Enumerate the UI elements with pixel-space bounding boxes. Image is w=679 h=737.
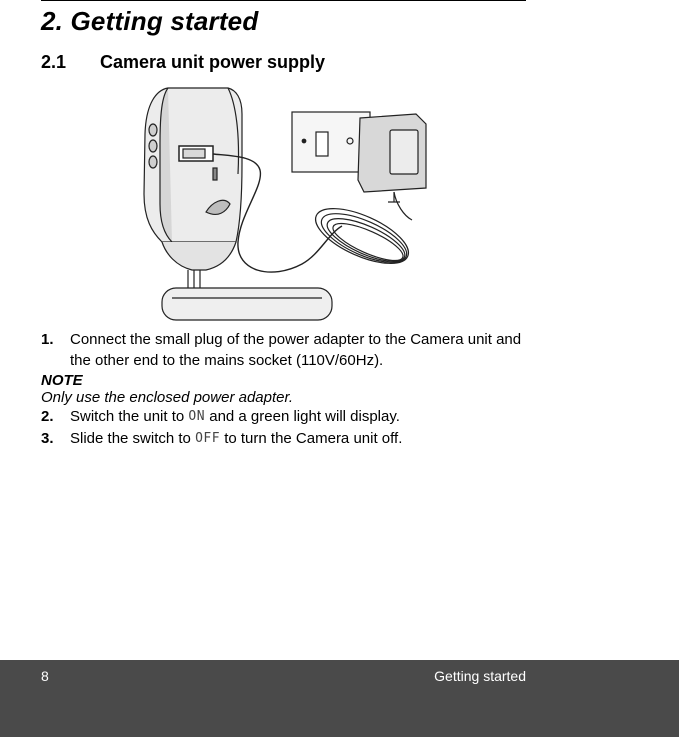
camera-power-illustration	[132, 84, 442, 322]
note-label: NOTE	[41, 372, 83, 389]
top-rule	[41, 0, 526, 1]
step-number: 3.	[41, 430, 54, 447]
step-text-before: Switch the unit to	[70, 408, 189, 425]
step-number: 2.	[41, 408, 54, 425]
step-text: Connect the small plug of the power adapter to the Camera unit and the other end to the mains socket (110V/60Hz).	[70, 331, 522, 369]
section-number: 2.1	[41, 52, 67, 72]
chapter-title: 2. Getting started	[41, 6, 259, 36]
step-text-after: and a green light will display.	[205, 408, 400, 425]
page-footer	[0, 660, 679, 737]
step-text	[70, 428, 540, 449]
page-number: 8	[41, 668, 49, 684]
on-lcd-label: ON	[188, 409, 206, 424]
camera-body	[144, 88, 242, 242]
step-text	[70, 406, 540, 427]
note-text: Only use the enclosed power adapter.	[41, 389, 294, 406]
footer-section-title: Getting started	[434, 668, 526, 684]
section-title: Camera unit power supply	[100, 52, 326, 72]
off-lcd-label: OFF	[195, 431, 221, 446]
step-number: 1.	[41, 331, 54, 348]
step-text-before: Slide the switch to	[70, 430, 196, 447]
step-text-after: to turn the Camera unit off.	[220, 430, 403, 447]
